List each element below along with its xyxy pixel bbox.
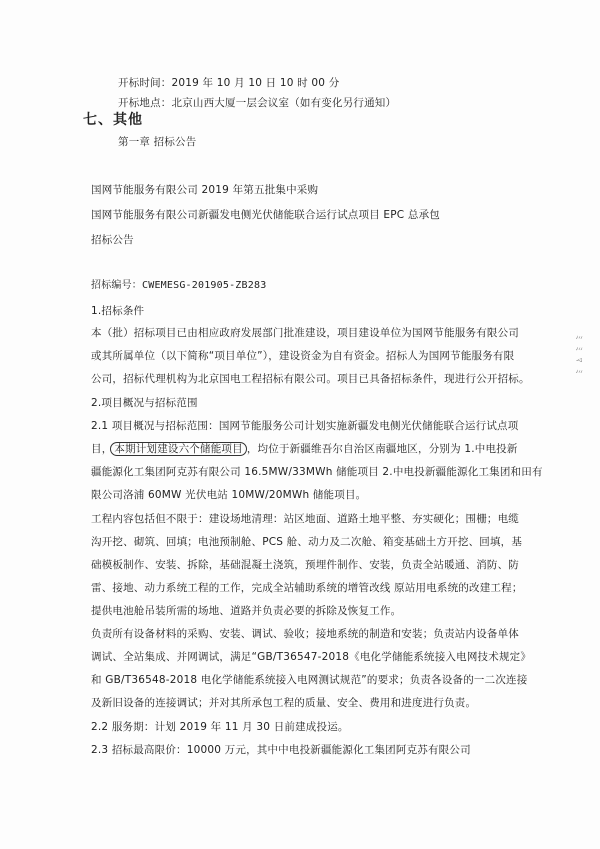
section-2-1-line4: 限公司洛浦 60MW 光伏电站 10MW/20MWh 储能项目。	[91, 489, 367, 501]
chapter-heading: 第一章 招标公告	[118, 136, 197, 148]
open-time: 开标时间：2019 年 10 月 10 日 10 时 00 分	[118, 77, 340, 89]
circled-annotation: 本期计划建设六个储能项目	[110, 442, 246, 456]
section-2-title: 2.项目概况与招标范围	[91, 397, 198, 409]
section-2-1-line1: 2.1 项目概况与招标范围：国网节能服务公司计划实施新疆发电侧光伏储能联合运行试点项	[91, 420, 519, 432]
section-2-1-line2-suffix: ，均位于新疆维吾尔自治区南疆地区，分别为 1.中电投新	[246, 443, 518, 455]
responsibility-line4: 及新旧设备的连接调试；并对其所承包工程的质量、安全、费用和进度进行负责。	[91, 697, 477, 709]
notice-title-line1: 国网节能服务有限公司 2019 年第五批集中采购	[91, 184, 319, 196]
section-1-para-line2: 或其所属单位（以下简称“项目单位”），建设资金为自有资金。招标人为国网节能服务有限	[91, 350, 515, 362]
section-heading-7: 七、其他	[83, 112, 143, 128]
work-scope-line1: 工程内容包括但不限于：建设场地清理：站区地面、道路土地平整、夯实硬化；围栅；电缆	[91, 513, 519, 525]
notice-title-line2: 国网节能服务有限公司新疆发电侧光伏储能联合运行试点项目 EPC 总承包	[91, 209, 440, 221]
work-scope-line2: 沟开挖、砌筑、回填；电池预制舱、PCS 舱、动力及二次舱、箱变基础土方开挖、回填，基	[91, 536, 523, 548]
responsibility-line1: 负责所有设备材料的采购、安装、调试、验收；接地系统的制造和安装；负责站内设备单体	[91, 628, 519, 640]
responsibility-line2: 调试、全站集成、并网调试，满足“GB/T36547-2018《电化学储能系统接入电网技术规定》	[91, 651, 532, 663]
section-1-para-line3: 公司，招标代理机构为北京国电工程招标有限公司。项目已具备招标条件，现进行公开招标。	[91, 373, 530, 385]
open-place: 开标地点：北京山西大厦一层会议室（如有变化另行通知）	[118, 97, 397, 109]
notice-title-line3: 招标公告	[91, 234, 134, 246]
tender-number: 招标编号：CWEMESG-201905-ZB283	[91, 280, 267, 291]
margin-mark: ﾐ ﾐ ﾏ ﾐ	[573, 335, 583, 376]
section-2-1-line2-prefix: 目，	[91, 443, 113, 455]
work-scope-line3: 础模板制作、安装、拆除，基础混凝土浇筑，预埋件制作、安装，负责全站暖通、消防、防	[91, 559, 519, 571]
section-2-1-line2	[91, 442, 518, 456]
section-1-title: 1.招标条件	[91, 305, 145, 317]
max-price: 2.3 招标最高限价：10000 万元，其中中电投新疆能源化工集团阿克苏有限公司	[91, 744, 471, 756]
work-scope-line5: 提供电池舱吊装所需的场地、道路并负责必要的拆除及恢复工作。	[91, 605, 402, 617]
section-2-1-line3: 疆能源化工集团阿克苏有限公司 16.5MW/33MWh 储能项目 2.中电投新疆能源化工集团和田有	[91, 466, 543, 478]
service-period: 2.2 服务期：计划 2019 年 11 月 30 日前建成投运。	[91, 721, 349, 733]
work-scope-line4: 雷、接地、动力系统工程的工作，完成全站辅助系统的增管改线 原站用电系统的改建工程；	[91, 582, 523, 594]
responsibility-line3: 和 GB/T36548-2018 电化学储能系统接入电网测试规范”的要求；负责各设备的一二次连接	[91, 674, 528, 686]
section-1-para-line1: 本（批）招标项目已由相应政府发展部门批准建设，项目建设单位为国网节能服务有限公司	[91, 327, 519, 339]
